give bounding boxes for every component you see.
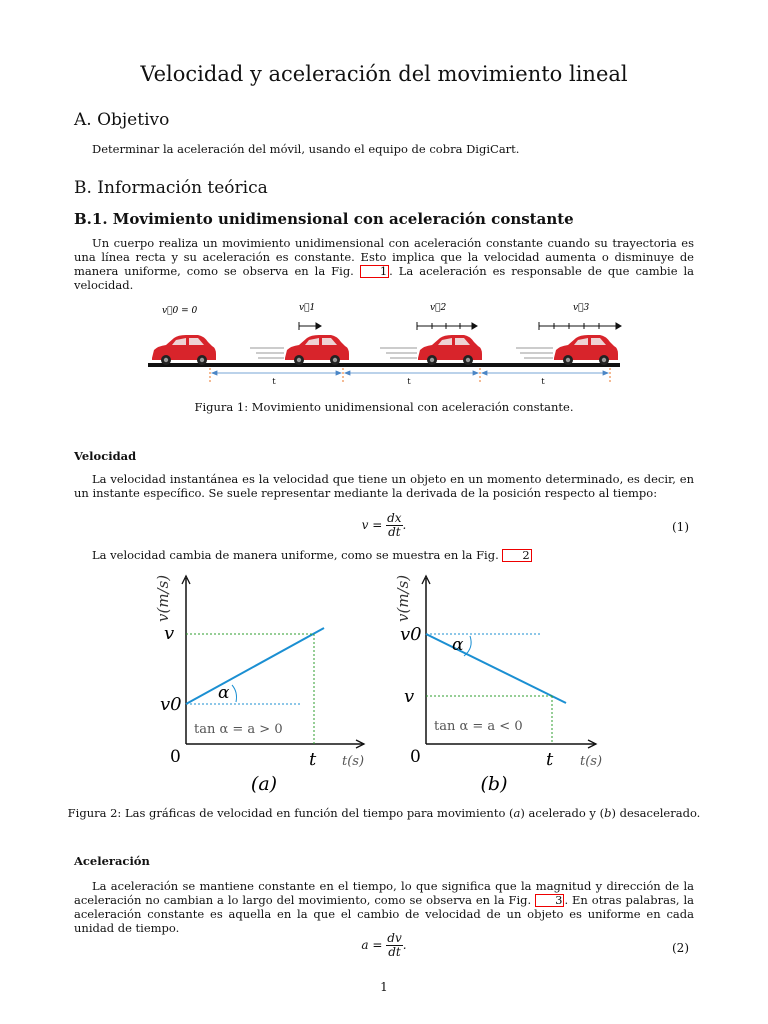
fig2-caption-3: ) desacelerado. <box>611 806 701 820</box>
section-b-heading: B. Información teórica <box>74 178 268 198</box>
aceleracion-text-b: . En otras palabras, la aceleración constante es aquella en la que el cambio de velocidad de un objeto es uniforme en cada unidad de tiempo. <box>74 893 694 935</box>
graph-a-velocity-line <box>186 628 324 704</box>
car-4 <box>554 335 618 365</box>
aceleracion-heading: Aceleración <box>74 854 150 868</box>
v3-label: v⃗3 <box>573 303 590 313</box>
graph-b-xlabel: t(s) <box>580 754 603 769</box>
figure-2-caption <box>0 806 768 820</box>
page-title: Velocidad y aceleración del movimiento lineal <box>140 62 628 86</box>
graph-a-zero: 0 <box>170 747 181 767</box>
graph-a-v0-label: v0 <box>160 694 182 715</box>
figure-2-graphs <box>150 572 620 794</box>
equation-1: v = $\frac{dx}{dt}$ . <box>361 511 407 539</box>
eq2-numerator: dv <box>387 931 402 945</box>
b1-text-b: . La aceleración es responsable de que cambie la velocidad. <box>74 264 695 292</box>
eq2-denominator: dt <box>388 945 401 959</box>
graph-b-alpha: α <box>452 635 464 655</box>
interval-arrows <box>212 371 608 375</box>
fig1-reference-link[interactable]: 1 <box>360 265 389 278</box>
car-1 <box>152 335 216 365</box>
graph-b-velocity-line <box>426 634 566 703</box>
graph-b-t-label: t <box>546 749 554 770</box>
graph-a-xlabel: t(s) <box>342 754 365 769</box>
section-b1-heading: B.1. Movimiento unidimensional con aceleración constante <box>74 210 574 228</box>
figure-1-caption: Figura 1: Movimiento unidimensional con aceleración constante. <box>194 400 574 414</box>
car-2 <box>285 335 349 365</box>
interval-t-2: t <box>407 377 411 386</box>
graph-a-alpha: α <box>218 683 230 703</box>
fig2-caption-1: Figura 2: Las gráficas de velocidad en función del tiempo para movimiento ( <box>67 806 514 820</box>
eq2-fraction <box>386 932 402 959</box>
velocidad-paragraph: La velocidad instantánea es la velocidad que tiene un objeto en un momento determinado, es decir, en un instante específico. Se suele representar mediante la derivada de la posición respecto al tiempo: <box>74 472 694 500</box>
velocidad-text-2: La velocidad cambia de manera uniforme, como se muestra en la Fig. <box>92 548 499 562</box>
eq1-denominator: dt <box>388 525 401 539</box>
eq1-fraction <box>386 512 402 539</box>
graph-a-ylabel: v(m/s) <box>154 574 172 622</box>
objective-text: Determinar la aceleración del móvil, usando el equipo de cobra DigiCart. <box>92 142 520 156</box>
graph-b-tan-text: tan α = a < 0 <box>434 719 523 734</box>
velocidad-heading: Velocidad <box>74 449 137 463</box>
graph-b-panel-label: (b) <box>480 773 508 794</box>
graph-b-ylabel: v(m/s) <box>394 574 412 622</box>
interval-t-3: t <box>541 377 545 386</box>
car-3 <box>418 335 482 365</box>
graph-b-zero: 0 <box>410 747 421 767</box>
graph-a-tan-text: tan α = a > 0 <box>194 722 283 737</box>
eq2-lhs: a = <box>361 938 383 952</box>
v1-label: v⃗1 <box>299 303 316 313</box>
graph-b-v0-label: v0 <box>400 624 422 645</box>
interval-t-1: t <box>272 377 276 386</box>
fig2-caption-2: ) acelerado y ( <box>520 806 605 820</box>
graph-b-v-label: v <box>404 686 415 707</box>
fig2-caption-a: a <box>513 806 521 820</box>
fig3-reference-link[interactable]: 3 <box>535 894 564 907</box>
b1-paragraph <box>74 236 694 292</box>
aceleracion-text-a: La aceleración se mantiene constante en el tiempo, lo que significa que la magnitud y dirección de la aceleración no cambian a lo largo del movimiento, como se observa en la Fig. <box>74 879 694 907</box>
page-number: 1 <box>380 980 388 994</box>
graph-b <box>394 575 602 794</box>
v2-label: v⃗2 <box>430 303 447 313</box>
graph-a-angle-arc <box>232 685 237 702</box>
section-a-heading: A. Objetivo <box>74 110 170 130</box>
velocity-arrows <box>299 322 621 330</box>
eq1-numerator: dx <box>387 511 402 525</box>
velocidad-paragraph-2 <box>74 548 694 562</box>
graph-a <box>154 575 364 794</box>
eq1-lhs: v = <box>361 518 383 532</box>
b1-text-a: Un cuerpo realiza un movimiento unidimensional con aceleración constante cuando su trayectoria es una línea recta y su aceleración es constante. Esto implica que la velocidad aumenta o disminuye de manera uniforme, como se observa en la Fig. <box>74 236 694 278</box>
figure-1-cars <box>146 296 624 388</box>
fig2-reference-link[interactable]: 2 <box>502 549 531 562</box>
graph-a-t-label: t <box>309 749 317 770</box>
fig2-caption-b: b <box>604 806 612 820</box>
graph-a-v-label: v <box>164 623 175 644</box>
equation-2: a = $\frac{dv}{dt}$ . <box>361 931 407 959</box>
equation-2-number: (2) <box>672 941 689 955</box>
equation-1-number: (1) <box>672 520 689 534</box>
graph-a-panel-label: (a) <box>250 773 278 794</box>
aceleracion-paragraph <box>74 879 694 935</box>
v0-label: v⃗0 = 0 <box>162 306 198 316</box>
